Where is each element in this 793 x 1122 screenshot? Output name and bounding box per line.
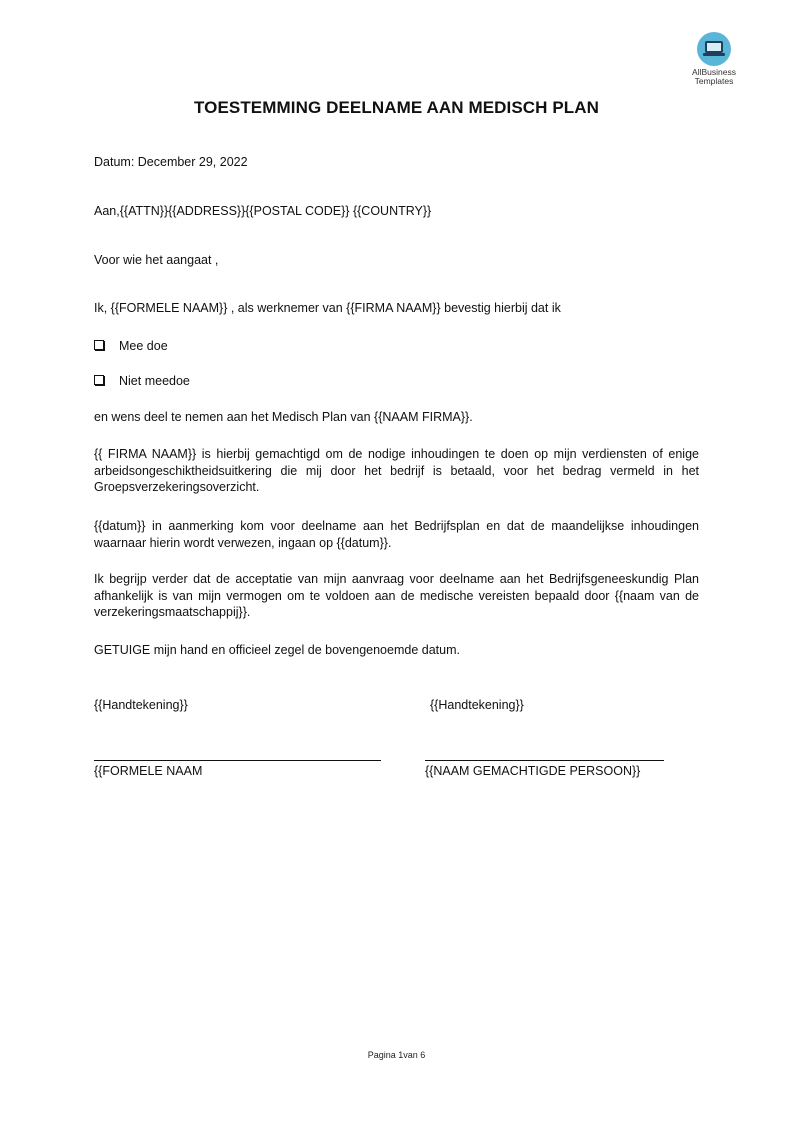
name-left: {{FORMELE NAAM	[94, 764, 203, 778]
logo-line-1: AllBusiness	[692, 67, 736, 77]
paragraph-eligibility: {{datum}} in aanmerking kom voor deelname aan het Bedrijfsplan en dat de maandelijkse inhoudingen waarnaar hierin wordt verwezen, ingaan op {{datum}}.	[94, 519, 699, 550]
document-title: TOESTEMMING DEELNAME AAN MEDISCH PLAN	[193, 98, 600, 117]
signature-placeholder-right: {{Handtekening}}	[430, 698, 524, 712]
checkbox-icon[interactable]	[94, 375, 104, 385]
salutation: Voor wie het aangaat ,	[94, 253, 219, 267]
laptop-icon	[697, 32, 731, 66]
signature-line-left	[94, 760, 381, 761]
option-label: Mee doe	[119, 339, 168, 353]
witness-line: GETUIGE mijn hand en officieel zegel de bovengenoemde datum.	[94, 643, 460, 657]
option-label: Niet meedoe	[119, 374, 190, 388]
name-right: {{NAAM GEMACHTIGDE PERSOON}}	[425, 764, 641, 778]
intro-line: Ik, {{FORMELE NAAM}} , als werknemer van {{FIRMA NAAM}} bevestig hierbij dat ik	[94, 301, 561, 315]
signature-placeholder-left: {{Handtekening}}	[94, 698, 188, 712]
company-logo	[688, 32, 740, 86]
logo-text	[688, 68, 740, 86]
address-line: Aan,{{ATTN}}{{ADDRESS}}{{POSTAL CODE}} {{COUNTRY}}	[94, 204, 432, 218]
logo-line-2: Templates	[694, 76, 734, 86]
wish-line: en wens deel te nemen aan het Medisch Plan van {{NAAM FIRMA}}.	[94, 410, 473, 424]
option-mee-doe[interactable]	[94, 339, 168, 353]
date-line: Datum: December 29, 2022	[94, 155, 248, 169]
paragraph-acceptance: Ik begrijp verder dat de acceptatie van mijn aanvraag voor deelname aan het Bedrijfsgeneeskundig Plan afhankelijk is van mijn vermogen om te voldoen aan de medische vereisten bepaald door {{naam van de verzekeringsmaatschappij}}.	[94, 572, 699, 619]
page-number: Pagina 1van 6	[367, 1050, 426, 1060]
paragraph-authorization: {{ FIRMA NAAM}} is hierbij gemachtigd om de nodige inhoudingen te doen op mijn verdiensten of enige arbeidsongeschiktheidsuitkering die mij door het bedrijf is betaald, voor het bedrag vermeld in het Groepsverzekeringsoverzicht.	[94, 447, 699, 494]
option-niet-meedoe[interactable]	[94, 374, 190, 388]
checkbox-icon[interactable]	[94, 340, 104, 350]
signature-line-right	[425, 760, 664, 761]
